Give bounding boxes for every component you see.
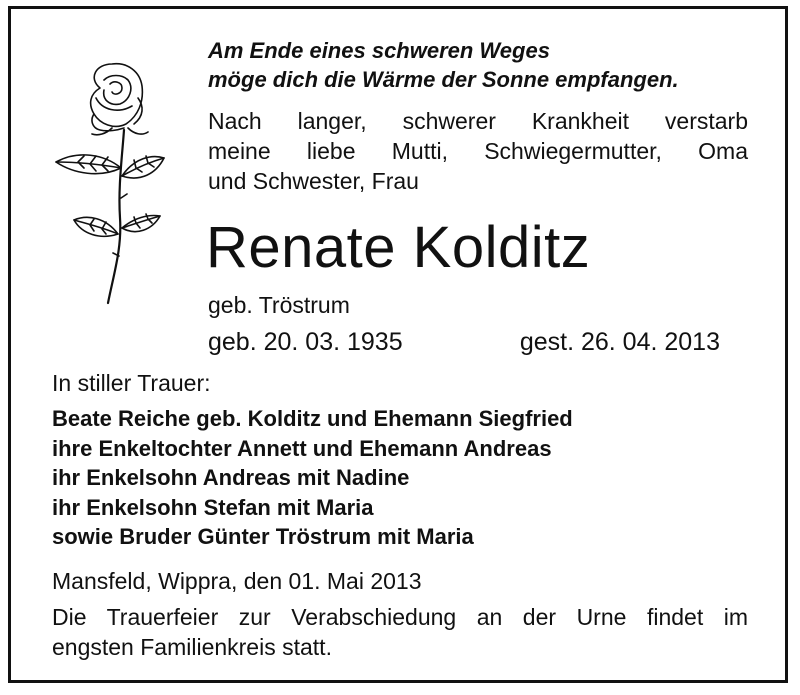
- rose-icon: [48, 58, 168, 308]
- mourner-entry: ihre Enkeltochter Annett und Ehemann Andreas: [52, 435, 552, 461]
- life-dates: [208, 326, 720, 358]
- intro-line: Nach langer, schwerer Krankheit verstarb: [208, 108, 748, 134]
- mourner-entry: Beate Reiche geb. Kolditz und Ehemann Siegfried: [52, 406, 573, 431]
- intro-text: [208, 106, 748, 196]
- intro-line: meine liebe Mutti, Schwiegermutter, Oma: [208, 138, 748, 164]
- notice-line: engsten Familienkreis statt.: [52, 634, 332, 660]
- mourner-entry: ihr Enkelsohn Andreas mit Nadine: [52, 465, 410, 490]
- motto: [208, 36, 679, 94]
- death-date: gest. 26. 04. 2013: [519, 328, 720, 356]
- motto-line: Am Ende eines schweren Weges: [208, 38, 550, 63]
- notice-line: Die Trauerfeier zur Verabschiedung an der Urne findet im: [52, 604, 748, 630]
- motto-line: möge dich die Wärme der Sonne empfangen.: [208, 67, 679, 92]
- place-date: Mansfeld, Wippra, den 01. Mai 2013: [52, 568, 422, 594]
- birth-name: geb. Tröstrum: [208, 292, 350, 318]
- intro-line: und Schwester, Frau: [208, 168, 419, 194]
- funeral-notice: [52, 602, 748, 662]
- mourner-entry: ihr Enkelsohn Stefan mit Maria: [52, 494, 374, 520]
- mourning-heading: In stiller Trauer:: [52, 370, 211, 396]
- deceased-name: Renate Kolditz: [206, 215, 591, 280]
- mourner-entry: sowie Bruder Günter Tröstrum mit Maria: [52, 524, 474, 549]
- birth-date: geb. 20. 03. 1935: [208, 328, 403, 356]
- mourners-list: [52, 404, 573, 552]
